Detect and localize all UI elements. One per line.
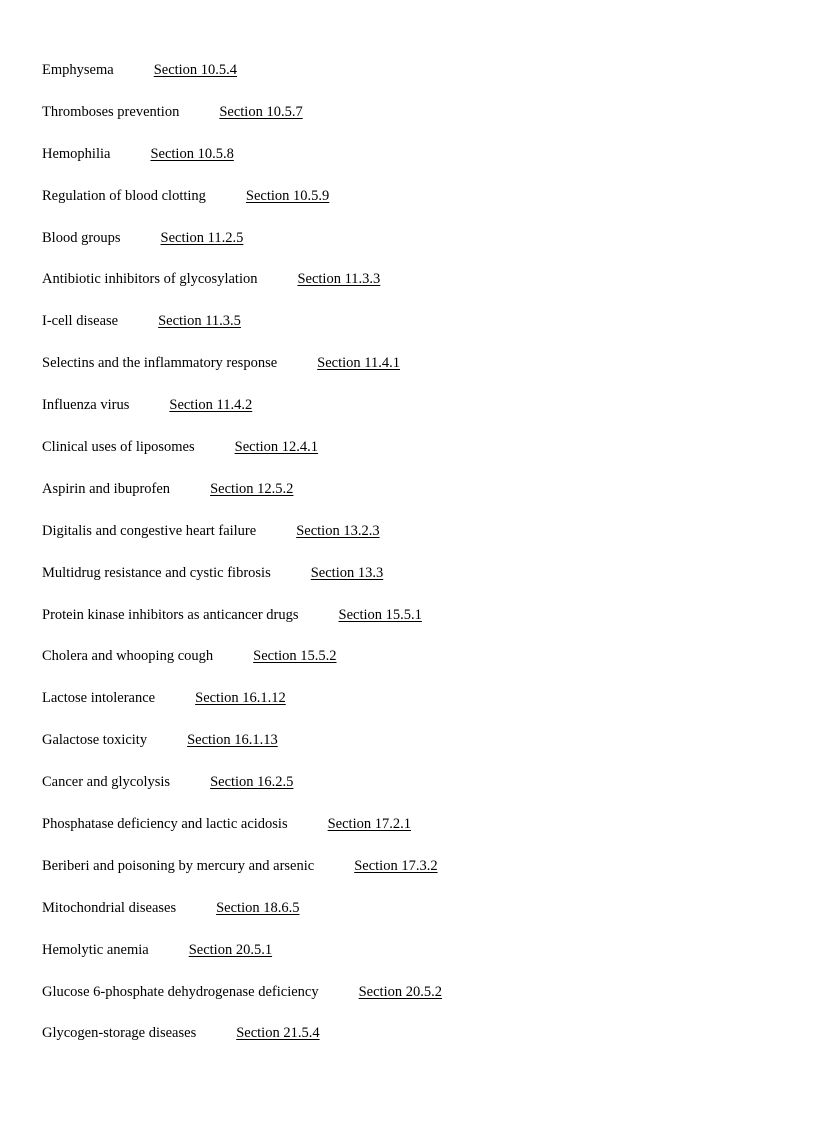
entry-term: Cholera and whooping cough bbox=[42, 648, 214, 665]
section-link[interactable]: Section 21.5.4 bbox=[236, 1025, 320, 1042]
section-link[interactable]: Section 11.2.5 bbox=[160, 229, 244, 246]
section-link[interactable]: Section 10.5.9 bbox=[245, 187, 330, 204]
section-link[interactable]: Section 12.5.2 bbox=[210, 480, 294, 497]
list-item bbox=[42, 814, 442, 856]
section-link[interactable]: Section 13.2.3 bbox=[296, 522, 380, 539]
list-item bbox=[42, 395, 442, 437]
section-link[interactable]: Section 18.6.5 bbox=[216, 899, 300, 916]
section-link[interactable]: Section 11.3.3 bbox=[297, 271, 381, 288]
list-item bbox=[42, 228, 442, 270]
list-item bbox=[42, 982, 442, 1024]
entry-term: Influenza virus bbox=[42, 397, 130, 414]
list-item bbox=[42, 605, 442, 647]
list-item bbox=[42, 898, 442, 940]
list-item bbox=[42, 688, 442, 730]
entry-term: Hemolytic anemia bbox=[42, 941, 149, 958]
section-link[interactable]: Section 10.5.8 bbox=[150, 145, 234, 162]
section-link[interactable]: Section 13.3 bbox=[310, 564, 384, 581]
entry-term: Aspirin and ibuprofen bbox=[42, 480, 171, 497]
entry-term: Clinical uses of liposomes bbox=[42, 439, 195, 456]
entry-term: I-cell disease bbox=[42, 313, 119, 330]
section-link[interactable]: Section 20.5.1 bbox=[188, 941, 273, 958]
section-link[interactable]: Section 15.5.2 bbox=[253, 648, 337, 665]
entry-term: Cancer and glycolysis bbox=[42, 774, 171, 791]
entry-term: Emphysema bbox=[42, 62, 114, 78]
entry-term: Blood groups bbox=[42, 229, 121, 246]
list-item bbox=[42, 856, 442, 898]
list-item bbox=[42, 353, 442, 395]
entry-term: Lactose intolerance bbox=[42, 690, 156, 707]
clinical-application-list bbox=[42, 60, 442, 1065]
entry-term: Antibiotic inhibitors of glycosylation bbox=[42, 271, 258, 288]
section-link[interactable]: Section 16.1.12 bbox=[195, 690, 286, 707]
list-item bbox=[42, 521, 442, 563]
list-item bbox=[42, 646, 442, 688]
list-item bbox=[42, 563, 442, 605]
entry-term: Galactose toxicity bbox=[42, 732, 148, 749]
section-link[interactable]: Section 11.4.2 bbox=[169, 397, 253, 414]
entry-term: Glycogen-storage diseases bbox=[42, 1025, 197, 1042]
list-item bbox=[42, 144, 442, 186]
list-item bbox=[42, 437, 442, 479]
list-item bbox=[42, 1023, 442, 1065]
section-link[interactable]: Section 17.3.2 bbox=[354, 857, 438, 874]
section-link[interactable]: Section 10.5.7 bbox=[219, 103, 303, 120]
section-link[interactable]: Section 15.5.1 bbox=[338, 606, 422, 623]
list-item bbox=[42, 186, 442, 228]
list-item bbox=[42, 730, 442, 772]
section-link[interactable]: Section 11.3.5 bbox=[158, 313, 241, 330]
entry-term: Phosphatase deficiency and lactic acidosis bbox=[42, 816, 288, 833]
list-item bbox=[42, 311, 442, 353]
entry-term: Regulation of blood clotting bbox=[42, 187, 206, 204]
entry-term: Multidrug resistance and cystic fibrosis bbox=[42, 564, 271, 581]
list-item bbox=[42, 269, 442, 311]
entry-term: Digitalis and congestive heart failure bbox=[42, 522, 257, 539]
entry-term: Beriberi and poisoning by mercury and arsenic bbox=[42, 857, 315, 874]
section-link[interactable]: Section 11.4.1 bbox=[317, 355, 401, 372]
entry-term: Mitochondrial diseases bbox=[42, 899, 177, 916]
section-link[interactable]: Section 20.5.2 bbox=[358, 983, 442, 1000]
section-link[interactable]: Section 16.2.5 bbox=[210, 774, 294, 791]
list-item bbox=[42, 479, 442, 521]
entry-term: Glucose 6-phosphate dehydrogenase deficiency bbox=[42, 983, 319, 1000]
list-item bbox=[42, 772, 442, 814]
section-link[interactable]: Section 10.5.4 bbox=[153, 62, 238, 78]
entry-term: Selectins and the inflammatory response bbox=[42, 355, 278, 372]
section-link[interactable]: Section 16.1.13 bbox=[187, 732, 278, 749]
entry-term: Protein kinase inhibitors as anticancer drugs bbox=[42, 606, 299, 623]
list-item bbox=[42, 60, 442, 102]
section-link[interactable]: Section 17.2.1 bbox=[327, 816, 411, 833]
list-item bbox=[42, 940, 442, 982]
section-link[interactable]: Section 12.4.1 bbox=[234, 439, 319, 456]
entry-term: Thromboses prevention bbox=[42, 103, 180, 120]
list-item bbox=[42, 102, 442, 144]
entry-term: Hemophilia bbox=[42, 145, 111, 162]
